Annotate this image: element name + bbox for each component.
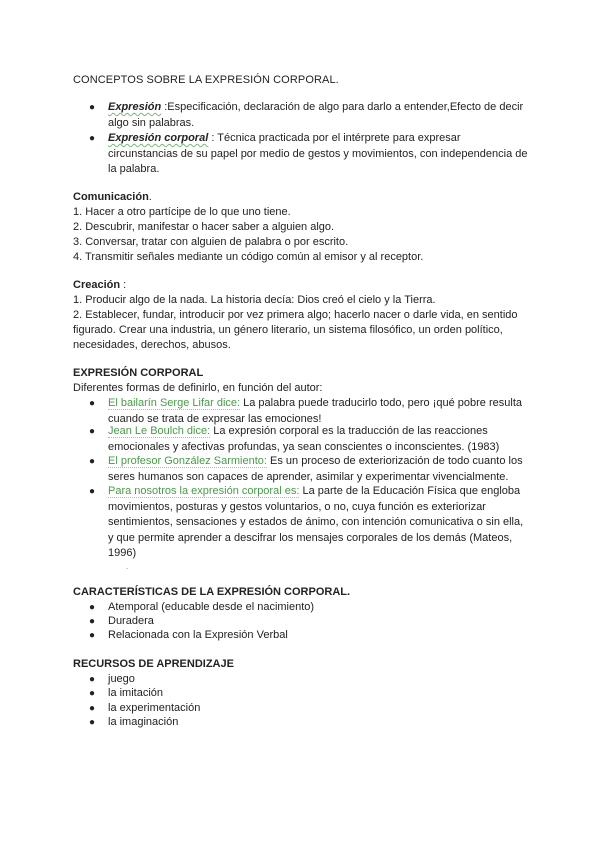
author-name: El bailarín Serge Lifar dice: [108, 397, 241, 409]
bullet-icon: ● [89, 703, 96, 714]
author-text: Es un proceso de exteriorización de todo cuanto los seres humanos son capaces de aprender, asimilar y experimentar vivencialmente. [108, 455, 523, 483]
author-definition [108, 454, 528, 485]
section-heading-caracteristicas: CARACTERÍSTICAS DE LA EXPRESIÓN CORPORAL. [73, 586, 351, 598]
definition-term: Expresión [108, 101, 162, 113]
list-item: 4. Transmitir señales mediante un código común al emisor y al receptor. [73, 251, 424, 263]
bullet-icon: ● [89, 426, 96, 437]
section-heading-comunicacion [73, 190, 152, 205]
list-item: 1. Producir algo de la nada. La historia decía: Dios creó el cielo y la Tierra. [73, 294, 436, 306]
bullet-icon: ● [89, 602, 96, 613]
list-item: 2. Descubrir, manifestar o hacer saber a alguien algo. [73, 221, 335, 233]
bullet-icon: ● [89, 717, 96, 728]
bullet-icon: ● [89, 616, 96, 627]
bullet-icon: ● [89, 688, 96, 699]
section-heading-recursos: RECURSOS DE APRENDIZAJE [73, 658, 234, 670]
bullet-icon: ● [89, 630, 96, 641]
list-item: Relacionada con la Expresión Verbal [108, 629, 288, 641]
heading-suffix: . [148, 191, 152, 203]
section-intro: Diferentes formas de definirlo, en función del autor: [73, 382, 323, 394]
definition-text: : Técnica practicada por el intérprete para expresar circunstancias de su papel por medio de gestos y movimientos, con independencia de la palabra. [108, 132, 528, 175]
author-text: La expresión corporal es la traducción de las reacciones emocionales y afectivas profundas, ya sean conscientes o inconscientes. (1983) [108, 425, 500, 453]
bullet-icon: ● [89, 102, 96, 113]
bullet-icon: ● [89, 486, 96, 497]
heading-text: Comunicación [73, 191, 149, 203]
stray-mark: . [126, 562, 129, 571]
list-item: juego [108, 673, 135, 685]
definition-text: :Especificación, declaración de algo para darlo a entender,Efecto de decir algo sin palabras. [108, 101, 524, 129]
definition-term: Expresión corporal [108, 132, 209, 144]
list-item: 3. Conversar, tratar con alguien de palabra o por escrito. [73, 236, 349, 248]
list-item: Atemporal (educable desde el nacimiento) [108, 601, 315, 613]
author-name: Para nosotros la expresión corporal es: [108, 485, 300, 497]
heading-suffix: : [123, 279, 127, 291]
bullet-icon: ● [89, 398, 96, 409]
list-item: 1. Hacer a otro partícipe de lo que uno tiene. [73, 206, 291, 218]
bullet-icon: ● [89, 674, 96, 685]
list-item: la imaginación [108, 716, 179, 728]
list-item: Duradera [108, 615, 154, 627]
author-definition [108, 396, 528, 427]
list-item: la imitación [108, 687, 164, 699]
author-name: Jean Le Boulch dice: [108, 425, 211, 437]
bullet-icon: ● [89, 456, 96, 467]
definition-expresion-corporal [108, 131, 533, 178]
list-item: la experimentación [108, 702, 201, 714]
author-text: La parte de la Educación Física que engloba movimientos, posturas y gestos voluntarios, o no, cuya función es exteriorizar sentimientos, sensaciones y estados de ánimo, con intención comunicativa o sin ella, y que permite aprender a descifrar los mensajes corporales de los demás (Mateos, 1996) [108, 485, 524, 559]
author-text: La palabra puede traducirlo todo, pero ¡qué pobre resulta cuando se trata de expresar las emociones! [108, 397, 522, 425]
author-definition [108, 484, 528, 562]
heading-text: Creación [73, 279, 121, 291]
definition-expresion [108, 100, 538, 131]
bullet-icon: ● [89, 133, 96, 144]
author-name: El profesor González Sarmiento: [108, 455, 267, 467]
page-title: CONCEPTOS SOBRE LA EXPRESIÓN CORPORAL. [73, 74, 339, 86]
section-heading-expresion-corporal: EXPRESIÓN CORPORAL [73, 367, 204, 379]
section-heading-creacion [73, 278, 126, 293]
author-definition [108, 424, 523, 455]
list-item: 2. Establecer, fundar, introducir por vez primera algo; hacerlo nacer o darle vida, en sentido figurado. Crear una industria, un género literario, un sistema filosófico, un orden político, necesidades, derechos, abusos. [73, 309, 518, 351]
